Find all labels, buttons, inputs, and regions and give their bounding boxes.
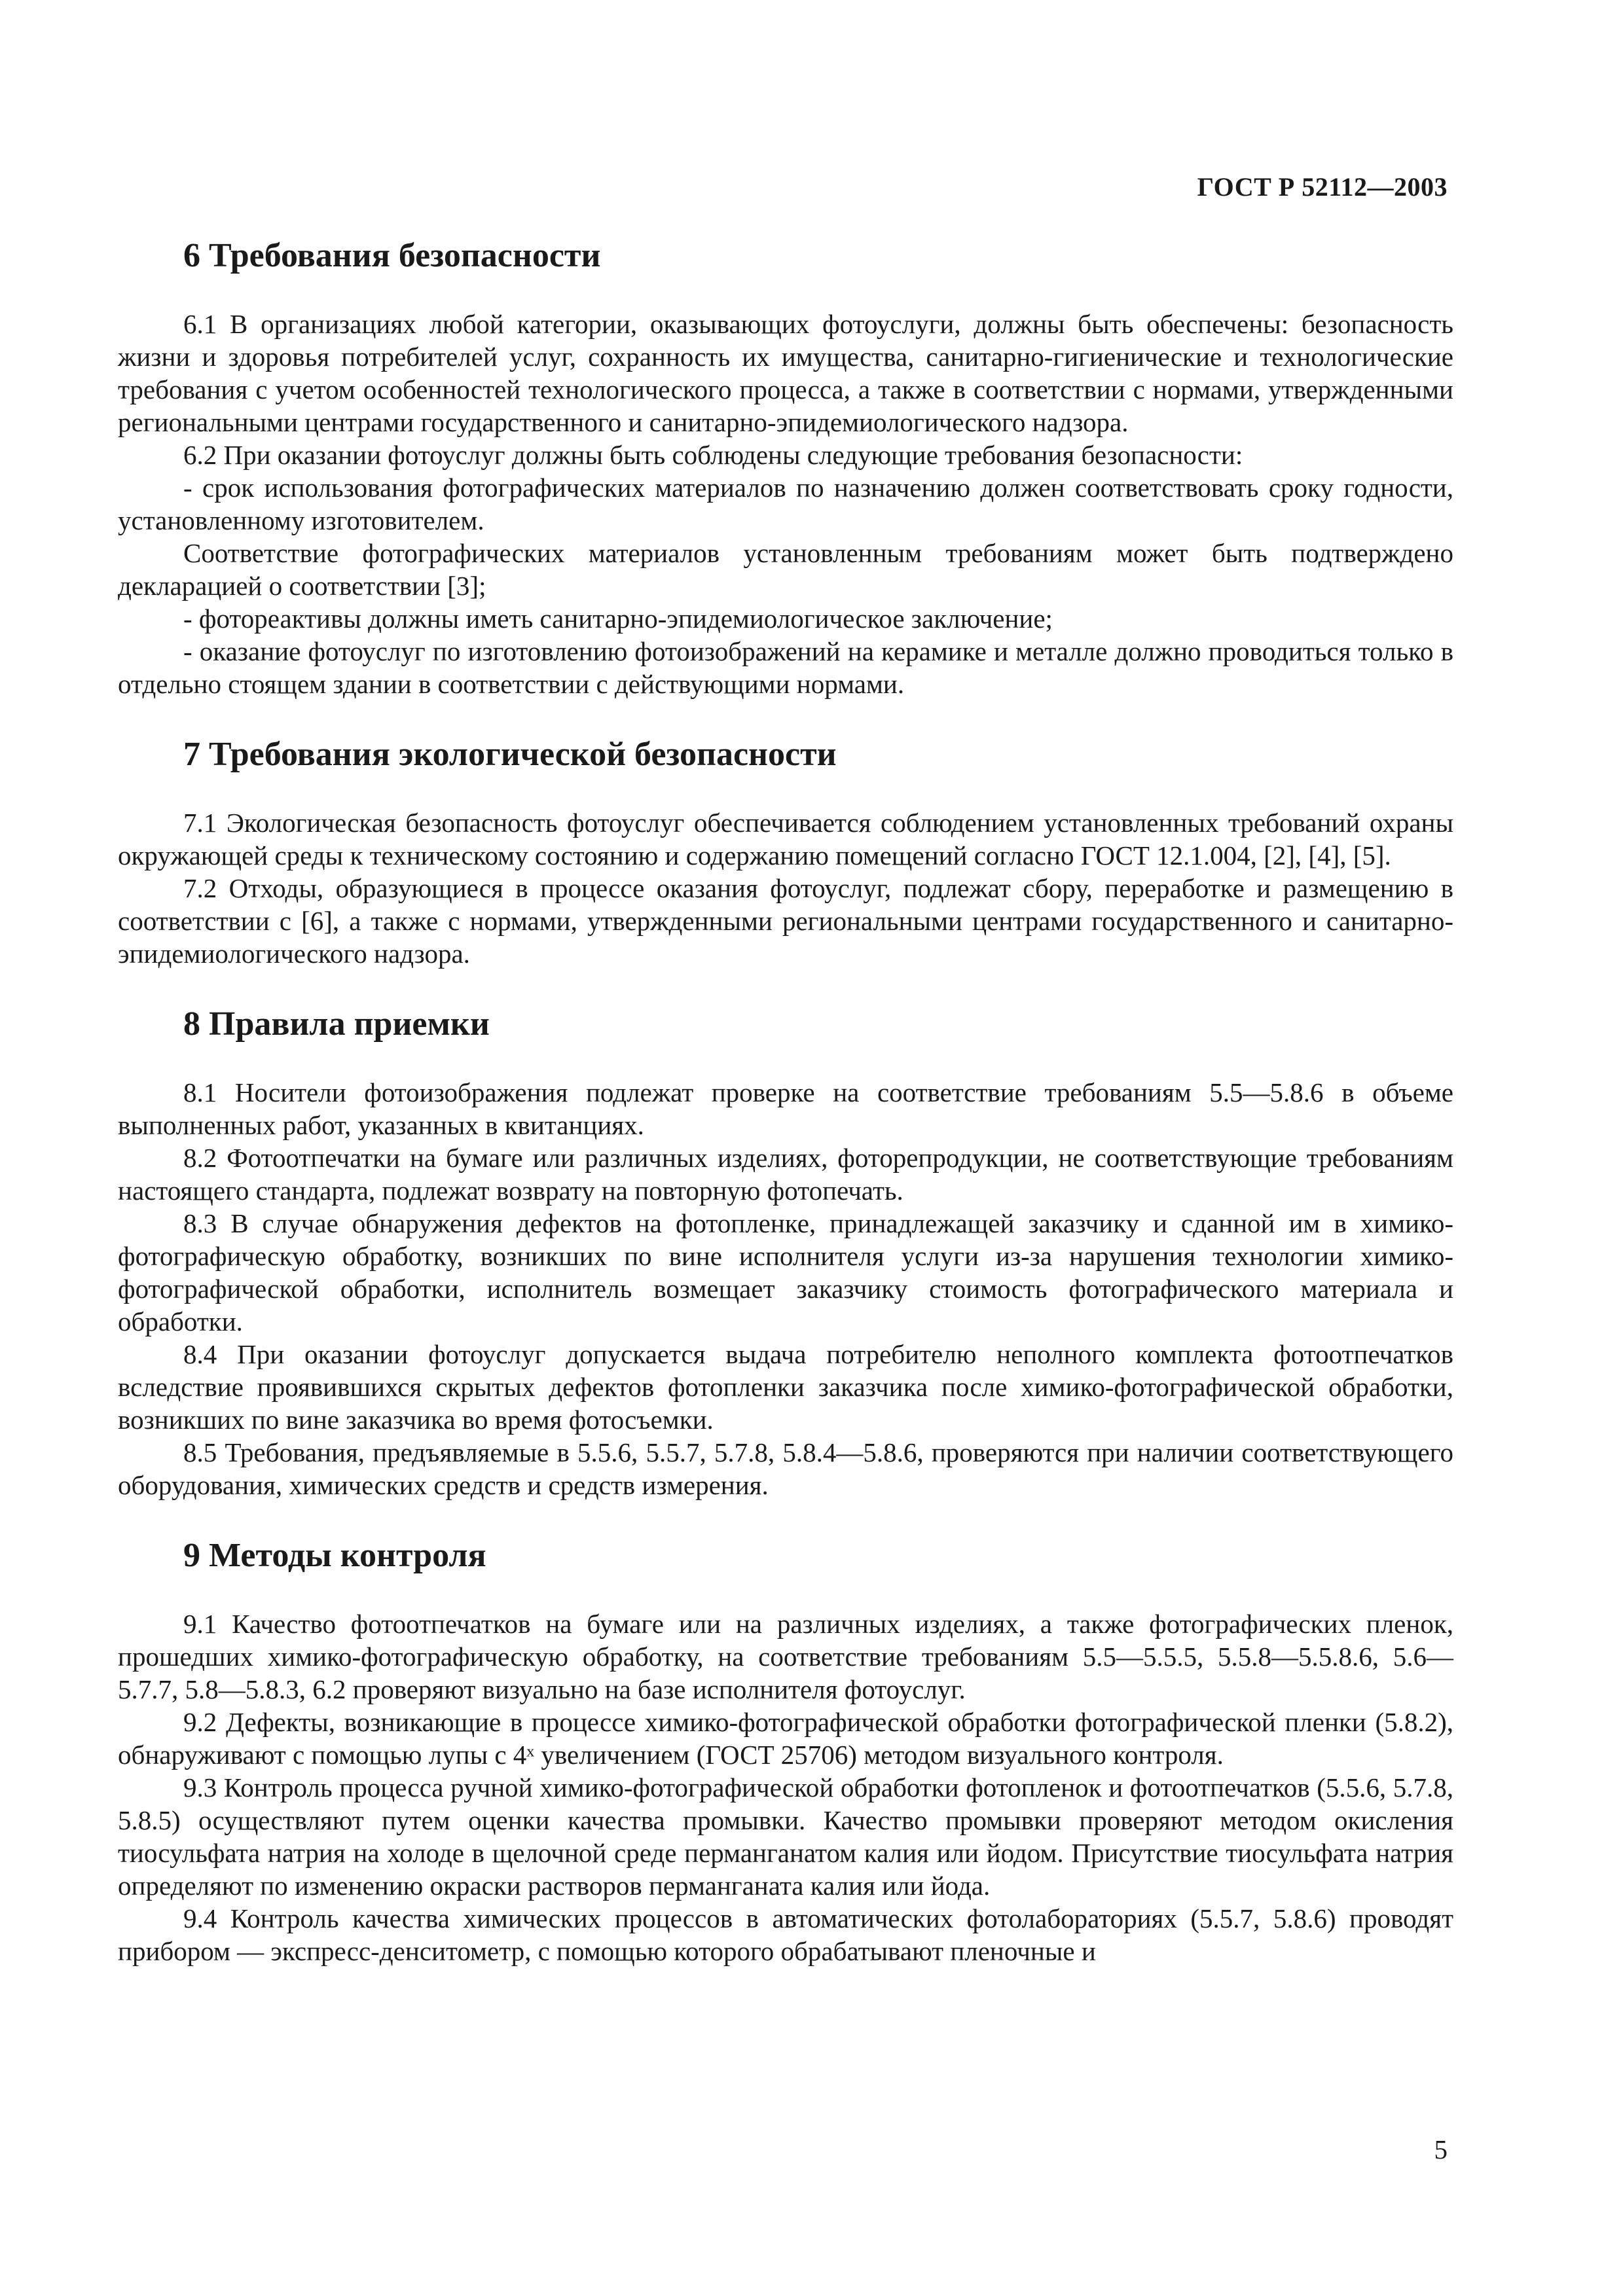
list-item: - оказание фотоуслуг по изготовлению фотоизображений на керамике и металле должно проводиться только в отдельно стоящем здании в соответствии с действующими нормами. <box>118 636 1453 699</box>
section-title-8: 8 Правила приемки <box>183 1005 490 1043</box>
page-number: 5 <box>1434 2134 1448 2164</box>
section-title-6: 6 Требования безопасности <box>183 237 601 274</box>
paragraph: Соответствие фотографических материалов установленным требованиям может быть подтверждено декларацией о соответствии [3]; <box>118 538 1453 601</box>
paragraph: 9.4 Контроль качества химических процессов в автоматических фотолабораториях (5.5.7, 5.8.6) проводят прибором — экспресс-денситометр, с помощью которого обрабатывают пленочные и <box>118 1903 1453 1966</box>
paragraph: 9.1 Качество фотоотпечатков на бумаге или на различных изделиях, а также фотографических пленок, прошедших химико-фотографическую обработку, на соответствие требованиям 5.5—5.5.5, 5.5.8—5.5.8.6, 5.6—5.7.7, 5.8—5.8.3, 6.2 проверяют визуально на базе исполнителя фотоуслуг. <box>118 1609 1453 1704</box>
section-title-7: 7 Требования экологической безопасности <box>183 736 837 773</box>
list-item: - фотореактивы должны иметь санитарно-эпидемиологическое заключение; <box>183 603 1053 634</box>
paragraph: 8.5 Требования, предъявляемые в 5.5.6, 5.5.7, 5.7.8, 5.8.4—5.8.6, проверяются при наличии соответствующего оборудования, химических средств и средств измерения. <box>118 1437 1453 1500</box>
paragraph: 8.2 Фотоотпечатки на бумаге или различных изделиях, фоторепродукции, не соответствующие требованиям настоящего стандарта, подлежат возврату на повторную фотопечать. <box>118 1143 1453 1206</box>
paragraph: 6.2 При оказании фотоуслуг должны быть соблюдены следующие требования безопасности: <box>183 440 1243 470</box>
document-code: ГОСТ Р 52112—2003 <box>1197 172 1448 202</box>
paragraph: 6.1 В организациях любой категории, оказывающих фотоуслуги, должны быть обеспечены: безопасность жизни и здоровья потребителей услуг, сохранность их имущества, санитарно-гигиенические и технологические требования с учетом особенностей технологического процесса, а также в соответствии с нормами, утвержденными региональными центрами государственного и санитарно-эпидемиологического надзора. <box>118 309 1453 437</box>
paragraph: 9.3 Контроль процесса ручной химико-фотографической обработки фотопленок и фотоотпечатков (5.5.6, 5.7.8, 5.8.5) осуществляют путем оценки качества промывки. Качество промывки проверяют методом окисления тиосульфата натрия на холоде в щелочной среде перманганатом калия или йодом. Присутствие тиосульфата натрия определяют по изменению окраски растворов перманганата калия или йода. <box>118 1772 1453 1901</box>
section-title-9: 9 Методы контроля <box>183 1537 486 1574</box>
paragraph: 8.1 Носители фотоизображения подлежат проверке на соответствие требованиям 5.5—5.8.6 в объеме выполненных работ, указанных в квитанциях. <box>118 1077 1453 1140</box>
paragraph: 8.4 При оказании фотоуслуг допускается выдача потребителю неполного комплекта фотоотпечатков вследствие проявившихся скрытых дефектов фотопленки заказчика после химико-фотографической обработки, возникших по вине заказчика во время фотосъемки. <box>118 1339 1453 1435</box>
page-content <box>118 236 1453 1967</box>
list-item: - срок использования фотографических материалов по назначению должен соответствовать сроку годности, установленному изготовителем. <box>118 473 1453 535</box>
paragraph: 8.3 В случае обнаружения дефектов на фотопленке, принадлежащей заказчику и сданной им в химико-фотографическую обработку, возникших по вине исполнителя услуги из-за нарушения технологии химико-фотографической обработки, исполнитель возмещает заказчику стоимость фотографического материала и обработки. <box>118 1208 1453 1336</box>
paragraph: 9.2 Дефекты, возникающие в процессе химико-фотографической обработки фотографической пленки (5.8.2), обнаруживают с помощью лупы с 4ˣ увеличением (ГОСТ 25706) методом визуального контроля. <box>118 1707 1453 1770</box>
paragraph: 7.2 Отходы, образующиеся в процессе оказания фотоуслуг, подлежат сбору, переработке и размещению в соответствии с [6], а также с нормами, утвержденными региональными центрами государственного и санитарно-эпидемиологического надзора. <box>118 873 1453 969</box>
paragraph: 7.1 Экологическая безопасность фотоуслуг обеспечивается соблюдением установленных требований охраны окружающей среды к техническому состоянию и содержанию помещений согласно ГОСТ 12.1.004, [2], [4], [5]. <box>118 808 1453 870</box>
